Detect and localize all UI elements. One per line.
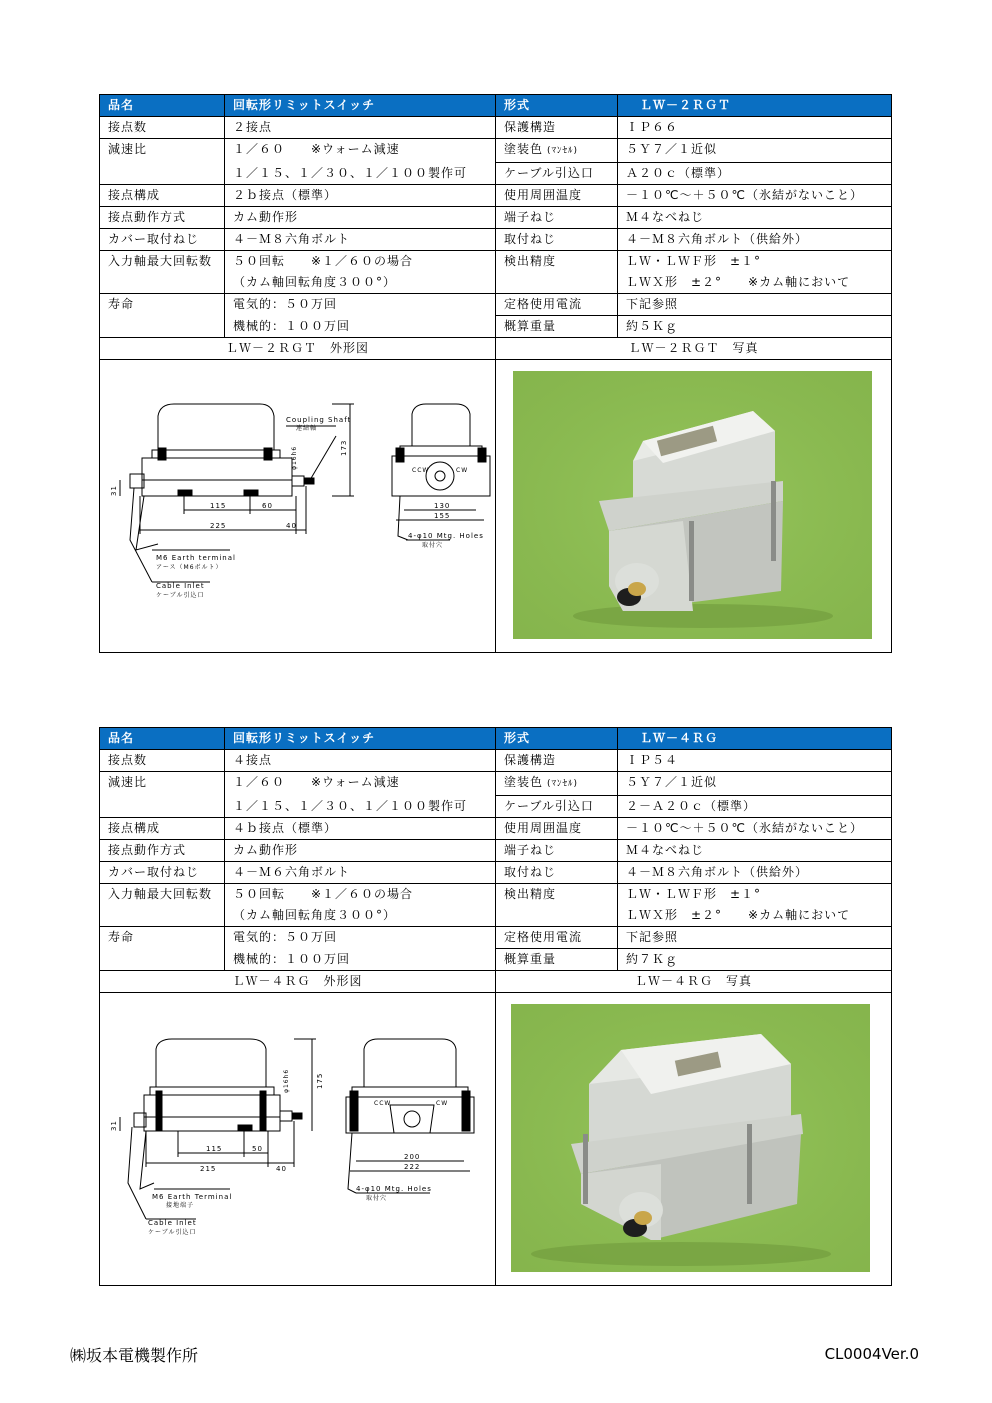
table-row (100, 294, 892, 316)
cable-inlet-label: Cable Inlet (156, 582, 205, 590)
spec-label: 寿命 (100, 294, 225, 316)
dim-40: 40 (276, 1165, 287, 1173)
spec-label: 接点動作方式 (100, 207, 225, 229)
outline-drawing-svg (100, 360, 496, 652)
paint-label: 塗装色 (504, 142, 544, 156)
caption-row (100, 338, 892, 360)
outline-drawing (100, 993, 496, 1286)
paint-label: 塗装色 (504, 775, 544, 789)
dim-31: 31 (110, 485, 118, 496)
spec-value: １／１５、１／３０、１／１００製作可 (225, 163, 496, 185)
table-row (100, 316, 892, 338)
table-row (100, 750, 892, 772)
table-row (100, 251, 892, 273)
header-row (100, 95, 892, 117)
cw-label: CW (436, 1100, 449, 1107)
table-row (100, 840, 892, 862)
spec-label: 検出精度 (496, 251, 618, 273)
table-row (100, 796, 892, 818)
spec-value: 約５Ｋｇ (618, 316, 892, 338)
dim-115: 115 (210, 502, 227, 510)
product-photo (496, 360, 892, 653)
spec-label: 接点構成 (100, 818, 225, 840)
header-label-product: 品名 (100, 728, 225, 750)
spec-label: 入力軸最大回転数 (100, 251, 225, 273)
table-row (100, 185, 892, 207)
spec-value: カム動作形 (225, 840, 496, 862)
spec-label (100, 949, 225, 971)
table-row (100, 229, 892, 251)
mtg-holes-label: 4-φ10 Mtg. Holes (408, 532, 484, 540)
table-row (100, 207, 892, 229)
cw-label: CW (456, 467, 469, 474)
spec-value: 機械的：１００万回 (225, 949, 496, 971)
dim-40: 40 (286, 522, 297, 530)
table-row (100, 818, 892, 840)
caption-row (100, 971, 892, 993)
drawing-caption: ＬＷ－２ＲＧＴ 外形図 (100, 338, 496, 360)
spec-value: （カム軸回転角度３００°） (225, 905, 496, 927)
spec-label (100, 796, 225, 818)
cable-inlet-label-jp: ケーブル引込口 (156, 592, 205, 599)
coupling-shaft-label: Coupling Shaft (286, 416, 352, 424)
outline-drawing-svg (100, 993, 496, 1285)
spec-table-lw-2rgt (99, 94, 892, 653)
spec-label: 接点数 (100, 750, 225, 772)
dim-222: 222 (404, 1163, 421, 1171)
spec-label: 定格使用電流 (496, 927, 618, 949)
spec-label: 使用周囲温度 (496, 185, 618, 207)
table-row (100, 117, 892, 139)
figure-row (100, 993, 892, 1286)
spec-label: 取付ねじ (496, 229, 618, 251)
table-row (100, 772, 892, 796)
spec-label: 端子ねじ (496, 207, 618, 229)
spec-value: ５０回転 ※１／６０の場合 (225, 884, 496, 906)
spec-label (496, 139, 618, 163)
spec-label: カバー取付ねじ (100, 229, 225, 251)
header-value-product: 回転形リミットスイッチ (225, 95, 496, 117)
spec-label (496, 772, 618, 796)
spec-label (100, 905, 225, 927)
mtg-holes-label-jp: 取付穴 (366, 1195, 388, 1202)
photo-caption: ＬＷ－２ＲＧＴ 写真 (496, 338, 892, 360)
spec-label: 使用周囲温度 (496, 818, 618, 840)
table-row (100, 862, 892, 884)
spec-value: （カム軸回転角度３００°） (225, 272, 496, 294)
spec-label (100, 316, 225, 338)
spec-value: 約７Ｋｇ (618, 949, 892, 971)
spec-value: ５Ｙ７／１近似 (618, 772, 892, 796)
spec-value: ４－Ｍ８六角ボルト（供給外） (618, 229, 892, 251)
spec-value: ２ｂ接点（標準） (225, 185, 496, 207)
header-value-model: ＬＷ－２ＲＧＴ (618, 95, 892, 117)
spec-value: １／６０ ※ウォーム減速 (225, 139, 496, 163)
spec-label: 保護構造 (496, 117, 618, 139)
table-row (100, 949, 892, 971)
table-row (100, 884, 892, 906)
paint-note: (ﾏﾝｾﾙ) (547, 779, 579, 789)
table-row (100, 927, 892, 949)
product-photo (496, 993, 892, 1286)
dim-50: 50 (252, 1145, 263, 1153)
spec-label: ケーブル引込口 (496, 796, 618, 818)
company-name: ㈱坂本電機製作所 (70, 1346, 199, 1365)
spec-label (100, 163, 225, 185)
spec-value: ４ｂ接点（標準） (225, 818, 496, 840)
photo-caption: ＬＷ－４ＲＧ 写真 (496, 971, 892, 993)
mtg-holes-label-jp: 取付穴 (422, 542, 444, 549)
spec-value: Ｍ４なべねじ (618, 840, 892, 862)
header-label-product: 品名 (100, 95, 225, 117)
mtg-holes-label: 4-φ10 Mtg. Holes (356, 1185, 432, 1193)
drawing-caption: ＬＷ－４ＲＧ 外形図 (100, 971, 496, 993)
spec-label (496, 272, 618, 294)
spec-label: 保護構造 (496, 750, 618, 772)
spec-label: 接点動作方式 (100, 840, 225, 862)
dim-225: 225 (210, 522, 227, 530)
spec-value: 電気的：５０万回 (225, 927, 496, 949)
coupling-shaft-label-jp: 連結軸 (296, 425, 318, 432)
spec-label: 接点構成 (100, 185, 225, 207)
ccw-label: CCW (374, 1100, 392, 1107)
spec-label: 概算重量 (496, 316, 618, 338)
cable-inlet-label-jp: ケーブル引込口 (148, 1229, 197, 1236)
spec-table-lw-4rg (99, 727, 892, 1286)
spec-value: －１０℃～＋５０℃（氷結がないこと） (618, 185, 892, 207)
spec-value: ＩＰ６６ (618, 117, 892, 139)
earth-terminal-label: M6 Earth terminal (156, 554, 236, 562)
earth-terminal-label-jp: アース（M6ボルト） (156, 564, 223, 571)
header-label-model: 形式 (496, 728, 618, 750)
spec-value: 下記参照 (618, 294, 892, 316)
spec-label: 検出精度 (496, 884, 618, 906)
figure-row (100, 360, 892, 653)
spec-label: 概算重量 (496, 949, 618, 971)
earth-terminal-label-jp: 接地端子 (166, 1202, 195, 1209)
spec-value: ＬＷＸ形 ±２° ※カム軸において (618, 272, 892, 294)
spec-label: 減速比 (100, 139, 225, 163)
spec-value: －１０℃～＋５０℃（氷結がないこと） (618, 818, 892, 840)
spec-value: １／１５、１／３０、１／１００製作可 (225, 796, 496, 818)
spec-label: カバー取付ねじ (100, 862, 225, 884)
header-label-model: 形式 (496, 95, 618, 117)
spec-label (100, 272, 225, 294)
ccw-label: CCW (412, 467, 430, 474)
dim-115: 115 (206, 1145, 223, 1153)
dim-215: 215 (200, 1165, 217, 1173)
dim-shaft: φ16h6 (283, 1068, 290, 1093)
spec-value: ５０回転 ※１／６０の場合 (225, 251, 496, 273)
spec-label: 定格使用電流 (496, 294, 618, 316)
spec-label: 入力軸最大回転数 (100, 884, 225, 906)
dim-155: 155 (434, 512, 451, 520)
spec-value: ＬＷＸ形 ±２° ※カム軸において (618, 905, 892, 927)
spec-label: 減速比 (100, 772, 225, 796)
spec-value: Ｍ４なべねじ (618, 207, 892, 229)
switch-photo-image (511, 1004, 870, 1272)
spec-value: ＩＰ５４ (618, 750, 892, 772)
spec-label: 接点数 (100, 117, 225, 139)
header-value-product: 回転形リミットスイッチ (225, 728, 496, 750)
spec-label: ケーブル引込口 (496, 163, 618, 185)
table-row (100, 163, 892, 185)
spec-value: カム動作形 (225, 207, 496, 229)
document-code: CL0004Ver.0 (824, 1345, 919, 1363)
header-row (100, 728, 892, 750)
header-value-model: ＬＷ－４ＲＧ (618, 728, 892, 750)
dim-173: 173 (340, 439, 348, 456)
spec-label (496, 905, 618, 927)
spec-value: 機械的：１００万回 (225, 316, 496, 338)
spec-value: 下記参照 (618, 927, 892, 949)
spec-value: １／６０ ※ウォーム減速 (225, 772, 496, 796)
dim-31: 31 (110, 1120, 118, 1131)
dim-130: 130 (434, 502, 451, 510)
spec-value: ＬＷ・ＬＷＦ形 ±１° (618, 251, 892, 273)
table-row (100, 272, 892, 294)
spec-label: 寿命 (100, 927, 225, 949)
dim-175: 175 (316, 1072, 324, 1089)
spec-value: ＬＷ・ＬＷＦ形 ±１° (618, 884, 892, 906)
table-row (100, 139, 892, 163)
dim-shaft: φ16h6 (291, 445, 298, 470)
earth-terminal-label: M6 Earth Terminal (152, 1193, 233, 1201)
spec-label: 端子ねじ (496, 840, 618, 862)
spec-value: ２接点 (225, 117, 496, 139)
dim-60: 60 (262, 502, 273, 510)
table-row (100, 905, 892, 927)
spec-value: Ａ２０ｃ（標準） (618, 163, 892, 185)
cable-inlet-label: Cable Inlet (148, 1219, 197, 1227)
spec-value: ５Ｙ７／１近似 (618, 139, 892, 163)
spec-label: 取付ねじ (496, 862, 618, 884)
spec-value: ４－Ｍ８六角ボルト（供給外） (618, 862, 892, 884)
spec-value: ２－Ａ２０ｃ（標準） (618, 796, 892, 818)
dim-200: 200 (404, 1153, 421, 1161)
switch-photo-image (513, 371, 872, 639)
outline-drawing (100, 360, 496, 653)
paint-note: (ﾏﾝｾﾙ) (547, 146, 579, 156)
spec-value: 電気的：５０万回 (225, 294, 496, 316)
spec-value: ４－Ｍ６六角ボルト (225, 862, 496, 884)
spec-value: ４－Ｍ８六角ボルト (225, 229, 496, 251)
spec-value: ４接点 (225, 750, 496, 772)
